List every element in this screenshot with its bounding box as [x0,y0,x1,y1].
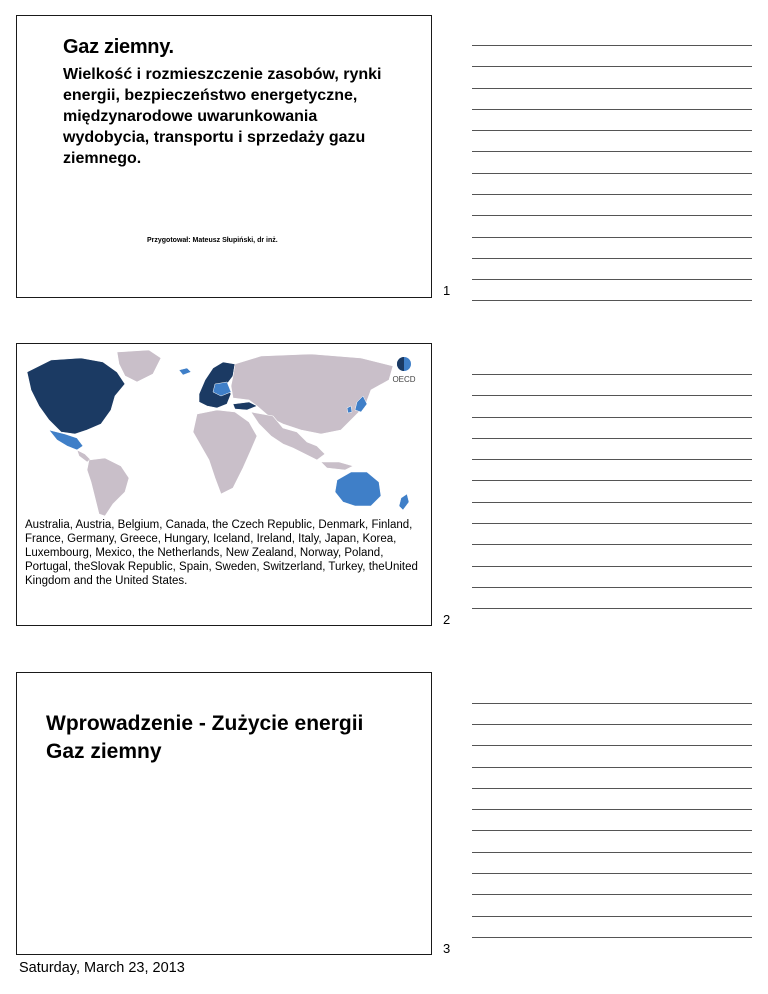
slide-title: Gaz ziemny. [63,36,174,58]
slide-number: 3 [443,941,451,956]
page-footer-date: Saturday, March 23, 2013 [19,960,185,976]
slide-2 [16,343,432,626]
member-countries-caption: Australia, Austria, Belgium, Canada, the Czech Republic, Denmark, Finland, France, Germany, Greece, Hungary, Iceland, Ireland, Italy, Japan, Korea, Luxembourg, Mexico, the Netherlands, New Zealand, Norway, Poland, Portugal, theSlovak Republic, Spain, Sweden, Switzerland, Turkey, theUnited Kingdom and the United States. [25,519,418,587]
slide-title-line-1: Wprowadzenie - Zużycie energii [46,712,364,735]
slide-number: 2 [443,612,451,627]
slide-3 [16,672,432,955]
slide-title [46,710,406,766]
slide-1 [16,15,432,298]
world-map [21,350,429,516]
slide-byline: Przygotował: Mateusz Słupiński, dr inż. [147,237,278,244]
slide-number: 1 [443,283,451,298]
oecd-logo-text: OECD [392,375,416,384]
slide-title-line-2: Gaz ziemny [46,740,162,763]
slide-subtitle: Wielkość i rozmieszczenie zasobów, rynki energii, bezpieczeństwo energetyczne, międzynarodowe uwarunkowania wydobycia, transportu i sprzedaży gazu ziemnego. [63,66,382,167]
